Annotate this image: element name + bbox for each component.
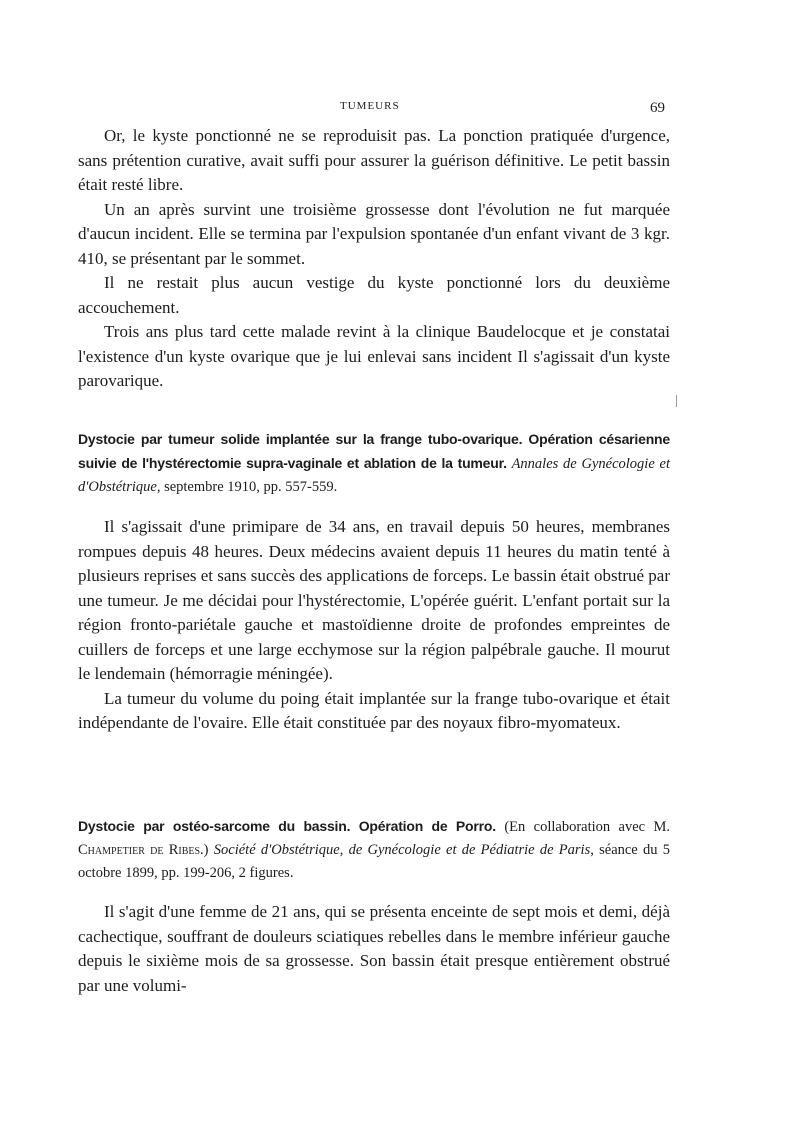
section-2-heading bbox=[78, 428, 670, 499]
journal-name: Société d'Obstétrique, de Gynécologie et de Pédiatrie de Paris, bbox=[213, 842, 594, 858]
section-3-heading bbox=[78, 815, 670, 885]
section-2-body bbox=[78, 515, 670, 736]
page-number: 69 bbox=[650, 100, 665, 116]
running-head: TUMEURS bbox=[340, 100, 400, 112]
journal-name: Annales de Gynécologie et d'Obstétrique, bbox=[78, 456, 671, 495]
collaborator-name: Champetier de Ribes.) bbox=[78, 842, 209, 858]
paragraph: Un an après survint une troisième grossesse dont l'évolution ne fut marquée d'aucun incident. Elle se termina par l'expulsion spontanée d'un enfant vivant de 3 kgr. 410, se présentant par le sommet. bbox=[78, 199, 670, 268]
section-3-body bbox=[78, 900, 670, 998]
collaboration-note: (En collaboration avec M. bbox=[504, 819, 671, 835]
paragraph: La tumeur du volume du poing était implantée sur la frange tubo-ovarique et était indépendante de l'ovaire. Elle était constituée par des noyaux fibro-myomateux. bbox=[78, 688, 670, 732]
paragraph: Il s'agit d'une femme de 21 ans, qui se présenta enceinte de sept mois et demi, déjà cachectique, souffrant de douleurs sciatiques rebelles dans le membre inférieur gauche depuis le sixième mois de sa grossesse. Son bassin était presque entièrement obstrué par une volumi- bbox=[78, 902, 670, 995]
article-title: Dystocie par ostéo-sarcome du bassin. Opération de Porro. bbox=[78, 818, 496, 834]
paragraph: Or, le kyste ponctionné ne se reproduisit pas. La ponction pratiquée d'urgence, sans prétention curative, avait suffi pour assurer la guérison définitive. Le petit bassin était resté libre. bbox=[78, 126, 670, 194]
paragraph: Il ne restait plus aucun vestige du kyste ponctionné lors du deuxième accouchement. bbox=[78, 273, 670, 317]
paragraph: Trois ans plus tard cette malade revint à la clinique Baudelocque et je constatai l'existence d'un kyste ovarique que je lui enlevai sans incident Il s'agissait d'un kyste parovarique. bbox=[78, 322, 670, 390]
scan-artifact bbox=[676, 395, 677, 407]
article-title: Dystocie par tumeur solide implantée sur la frange tubo-ovarique. Opération césarienne suivie de l'hystérectomie supra-vaginale et ablation de la tumeur. bbox=[78, 431, 670, 471]
citation-details: séance du 5 octobre 1899, pp. 199-206, 2 figures. bbox=[78, 842, 670, 881]
paragraph: Il s'agissait d'une primipare de 34 ans, en travail depuis 50 heures, membranes rompues depuis 48 heures. Deux médecins avaient depuis 11 heures du matin tenté à plusieurs reprises et sans succès des applications de forceps. Le bassin était obstrué par une tumeur. Je me décidai pour l'hystérectomie, L'opérée guérit. L'enfant portait sur la région fronto-pariétale gauche et mastoïdienne droite de profondes empreintes de cuillers de forceps et une large ecchymose sur la région palpébrale gauche. Il mourut le lendemain (hémorragie méningée). bbox=[78, 517, 670, 683]
section-1-body bbox=[78, 124, 670, 394]
citation-details: septembre 1910, pp. 557-559. bbox=[164, 479, 338, 495]
